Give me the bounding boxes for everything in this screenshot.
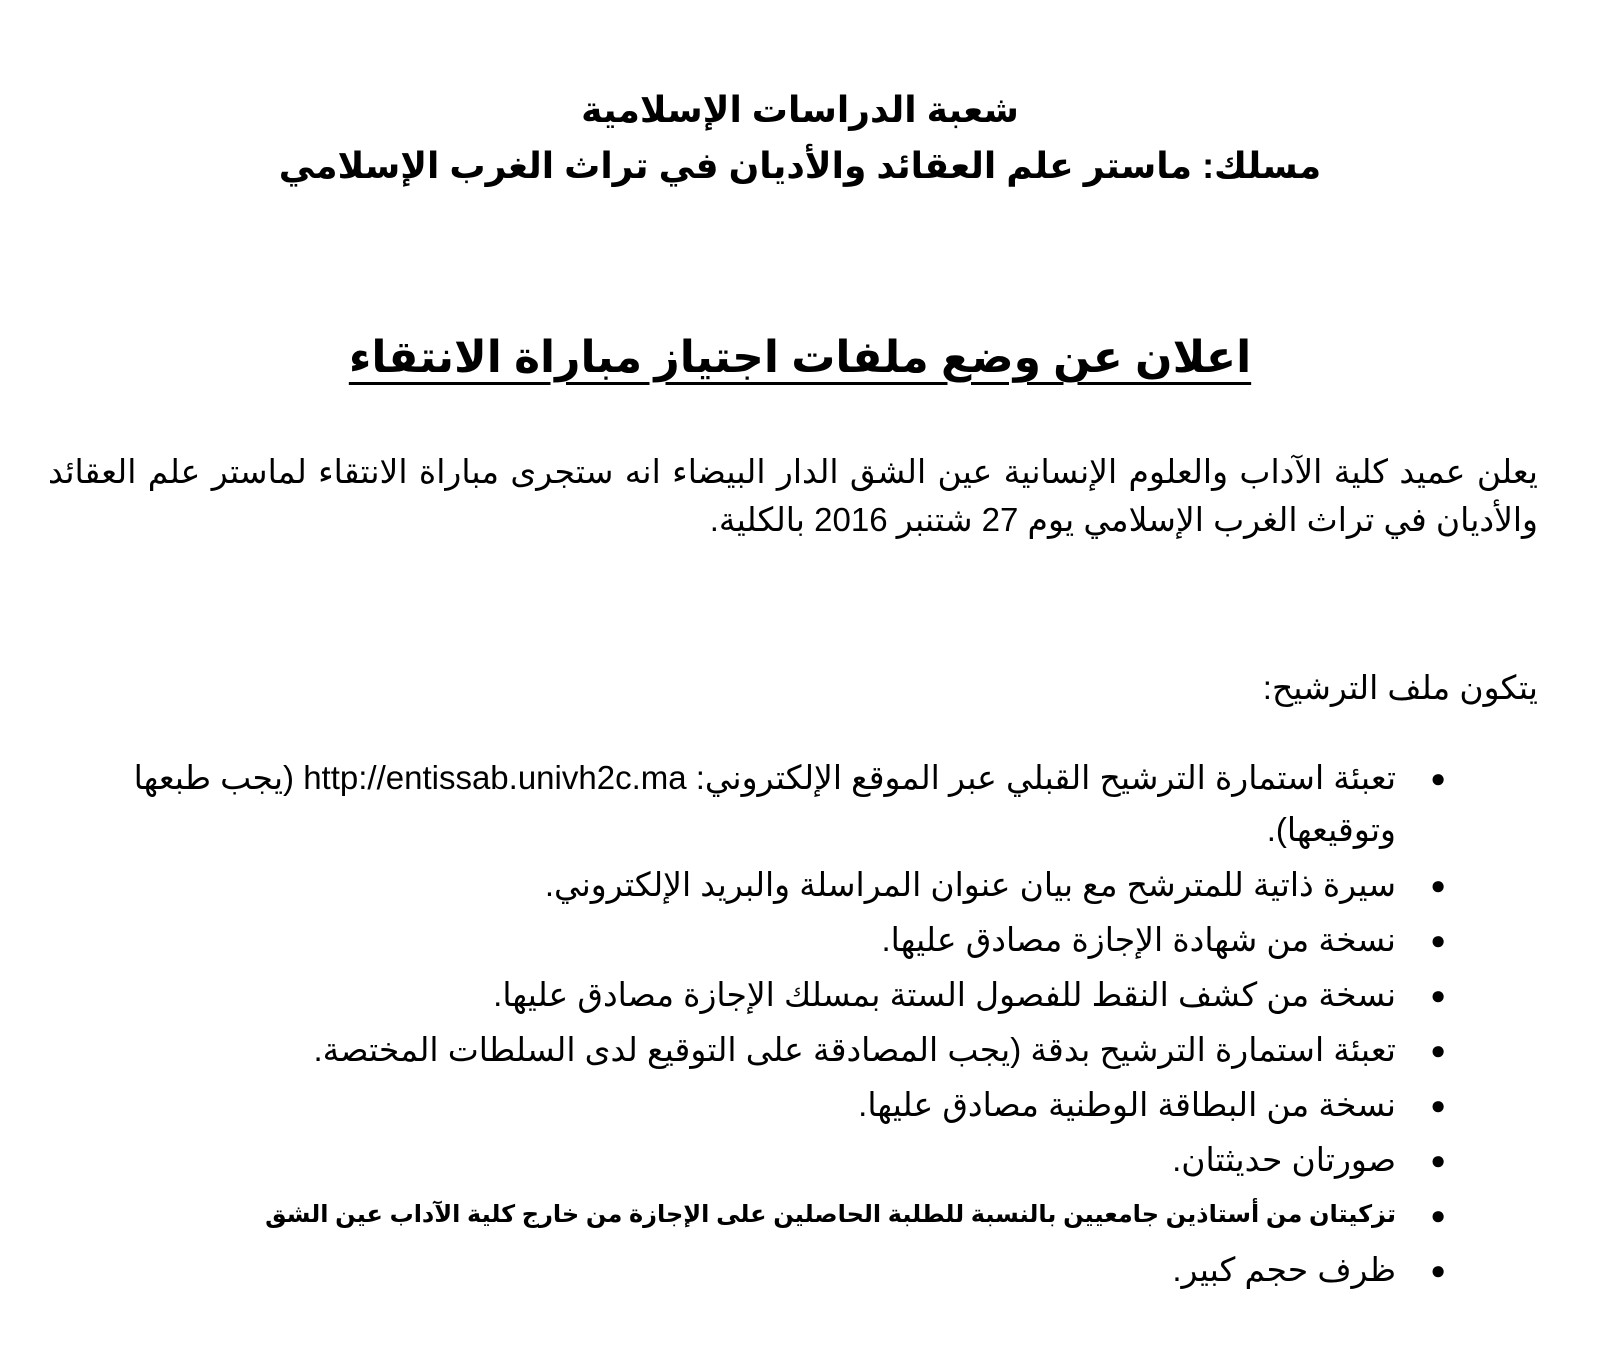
list-item bbox=[0, 914, 1600, 966]
document-header bbox=[0, 82, 1600, 194]
list-item bbox=[0, 1024, 1600, 1076]
announcement-title-text: اعلان عن وضع ملفات اجتياز مباراة الانتقاء bbox=[348, 333, 1252, 382]
bullet-icon: ● bbox=[1430, 1145, 1446, 1175]
requirements-list bbox=[0, 752, 1600, 1299]
list-item-text: تزكيتان من أستاذين جامعيين بالنسبة للطلبة الحاصلين على الإجازة من خارج كلية الآداب عين الشق bbox=[265, 1201, 1396, 1228]
list-item-text: تعبئة استمارة الترشيح القبلي عبر الموقع الإلكتروني: http://entissab.univh2c.ma (يجب طبعها وتوقيعها). bbox=[133, 759, 1396, 848]
list-item bbox=[0, 1079, 1600, 1131]
bullet-icon: ● bbox=[1430, 1200, 1446, 1230]
list-item-text: تعبئة استمارة الترشيح بدقة (يجب المصادقة على التوقيع لدى السلطات المختصة. bbox=[313, 1031, 1396, 1068]
list-item-text: سيرة ذاتية للمترشح مع بيان عنوان المراسلة والبريد الإلكتروني. bbox=[544, 866, 1396, 903]
list-item-text: نسخة من شهادة الإجازة مصادق عليها. bbox=[881, 921, 1396, 958]
bullet-icon: ● bbox=[1430, 1090, 1446, 1120]
department-title: شعبة الدراسات الإسلامية bbox=[581, 89, 1019, 130]
list-item bbox=[0, 1244, 1600, 1296]
list-item bbox=[0, 969, 1600, 1021]
list-item-text: نسخة من كشف النقط للفصول الستة بمسلك الإجازة مصادق عليها. bbox=[493, 976, 1396, 1013]
bullet-icon: ● bbox=[1430, 980, 1446, 1010]
list-item bbox=[0, 752, 1600, 856]
intro-paragraph: يعلن عميد كلية الآداب والعلوم الإنسانية عين الشق الدار البيضاء انه ستجرى مباراة الانتقاء لماستر علم العقائد والأديان في تراث الغرب الإسلامي يوم 27 شتنبر 2016 بالكلية. bbox=[48, 453, 1538, 538]
bullet-icon: ● bbox=[1430, 1255, 1446, 1285]
program-title: مسلك: ماستر علم العقائد والأديان في تراث الغرب الإسلامي bbox=[278, 145, 1322, 186]
list-item-text: ظرف حجم كبير. bbox=[1172, 1251, 1396, 1288]
list-item bbox=[0, 859, 1600, 911]
bullet-icon: ● bbox=[1430, 870, 1446, 900]
list-item-text: صورتان حديثتان. bbox=[1172, 1141, 1396, 1178]
dossier-label: يتكون ملف الترشيح: bbox=[1262, 669, 1538, 706]
bullet-icon: ● bbox=[1430, 1035, 1446, 1065]
announcement-title bbox=[0, 328, 1600, 388]
list-item bbox=[0, 1189, 1600, 1241]
list-item-text: نسخة من البطاقة الوطنية مصادق عليها. bbox=[858, 1086, 1396, 1123]
bullet-icon: ● bbox=[1430, 763, 1446, 793]
list-item bbox=[0, 1134, 1600, 1186]
bullet-icon: ● bbox=[1430, 925, 1446, 955]
